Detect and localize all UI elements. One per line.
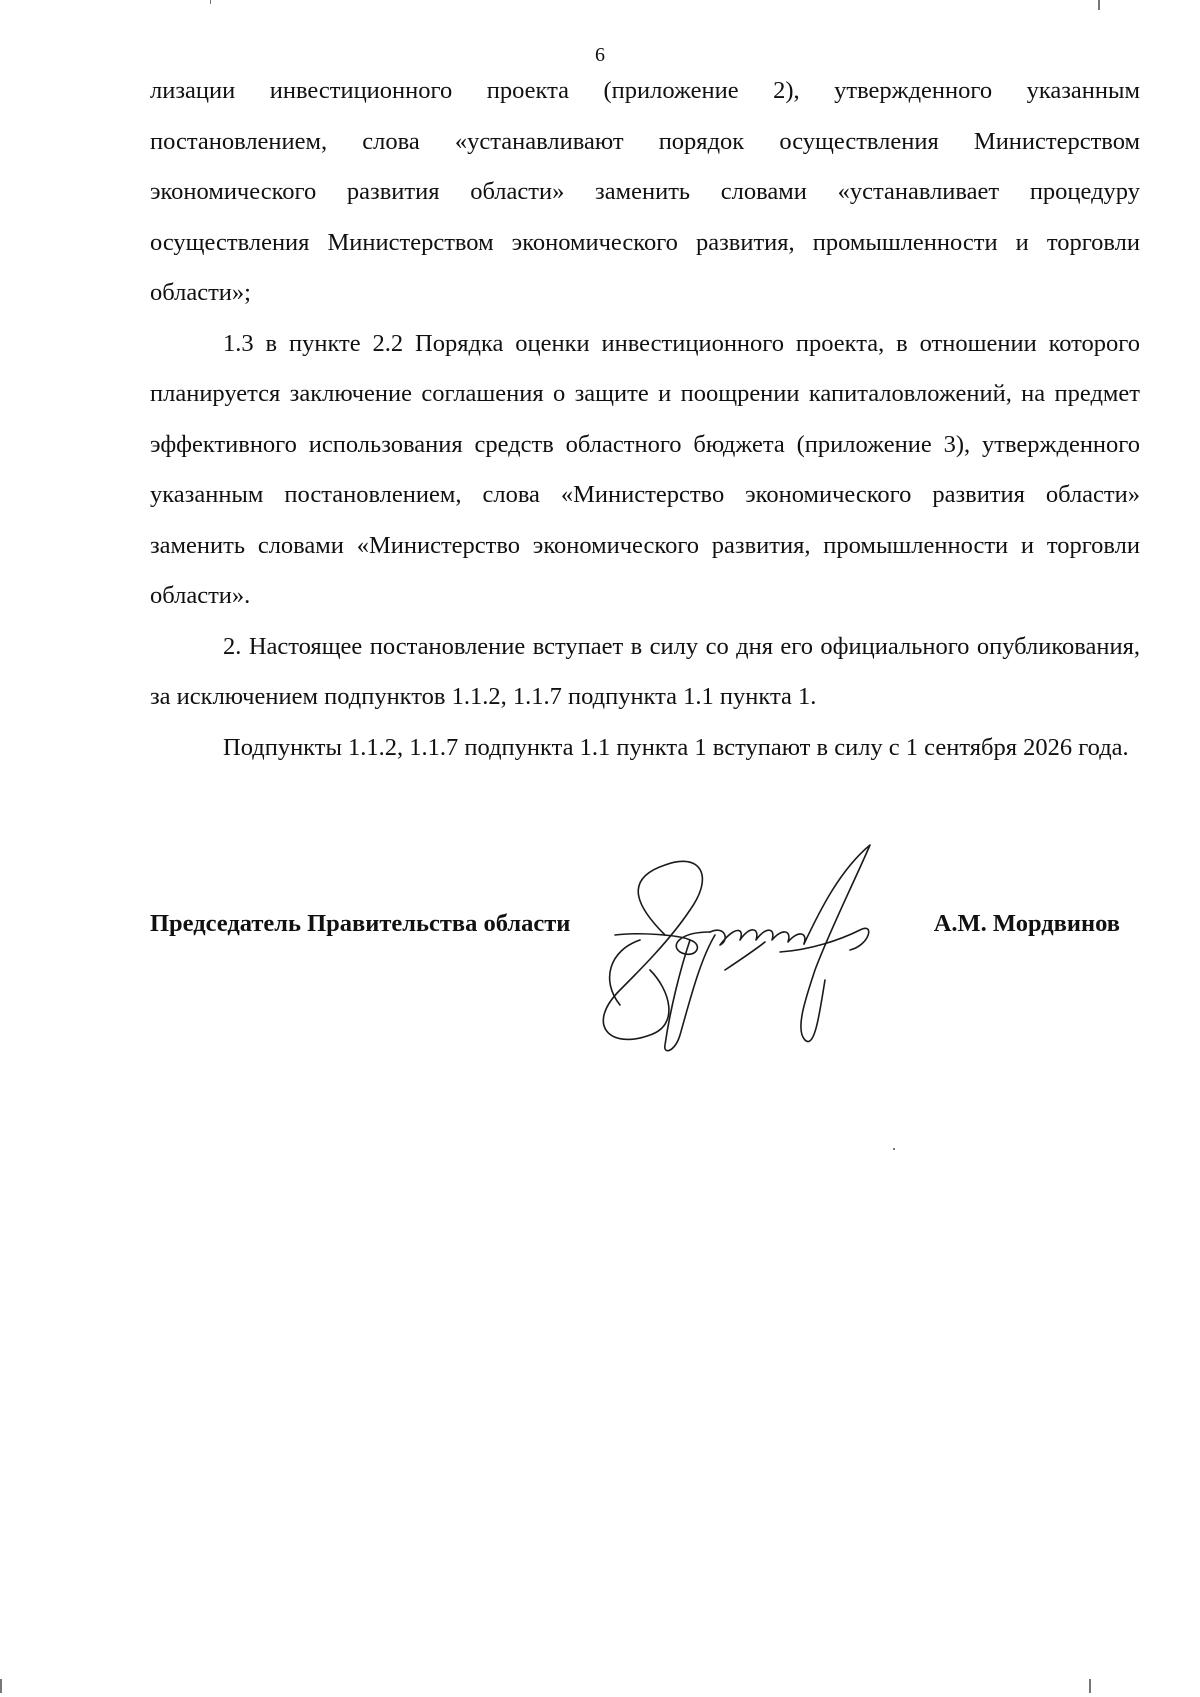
signatory-position: Председатель Правительства области [150, 910, 571, 937]
paragraph-2: 1.3 в пункте 2.2 Порядка оценки инвестиционного проекта, в отношении которого планируется заключение соглашения о защите и поощрении капиталовложений, на предмет эффективного использования средств областного бюджета (приложение 3), утвержденного указанным постановлением, слова «Министерство экономического развития области» заменить словами «Министерство экономического развития, промышленности и торговли области». [150, 329, 1140, 609]
scan-artifact-mark [1089, 1679, 1091, 1693]
signatory-name: А.М. Мордвинов [933, 910, 1120, 937]
scan-artifact-mark [210, 0, 211, 4]
scan-artifact-mark [1098, 0, 1100, 10]
scan-artifact-mark [893, 1148, 895, 1150]
page-number: 6 [595, 44, 605, 66]
scan-artifact-mark [0, 1679, 2, 1693]
document-body [150, 66, 1140, 773]
handwritten-signature [580, 840, 940, 1060]
paragraph-1: лизации инвестиционного проекта (приложение 2), утвержденного указанным постановлением, слова «устанавливают порядок осуществления Министерством экономического развития области» заменить словами «устанавливает процедуру осуществления Министерством экономического развития, промышленности и торговли области»; [150, 77, 1140, 306]
paragraph-4: Подпункты 1.1.2, 1.1.7 подпункта 1.1 пункта 1 вступают в силу с 1 сентября 2026 года. [223, 733, 1129, 761]
paragraph-3: 2. Настоящее постановление вступает в силу со дня его официального опубликования, за исключением подпунктов 1.1.2, 1.1.7 подпункта 1.1 пункта 1. [150, 632, 1140, 710]
